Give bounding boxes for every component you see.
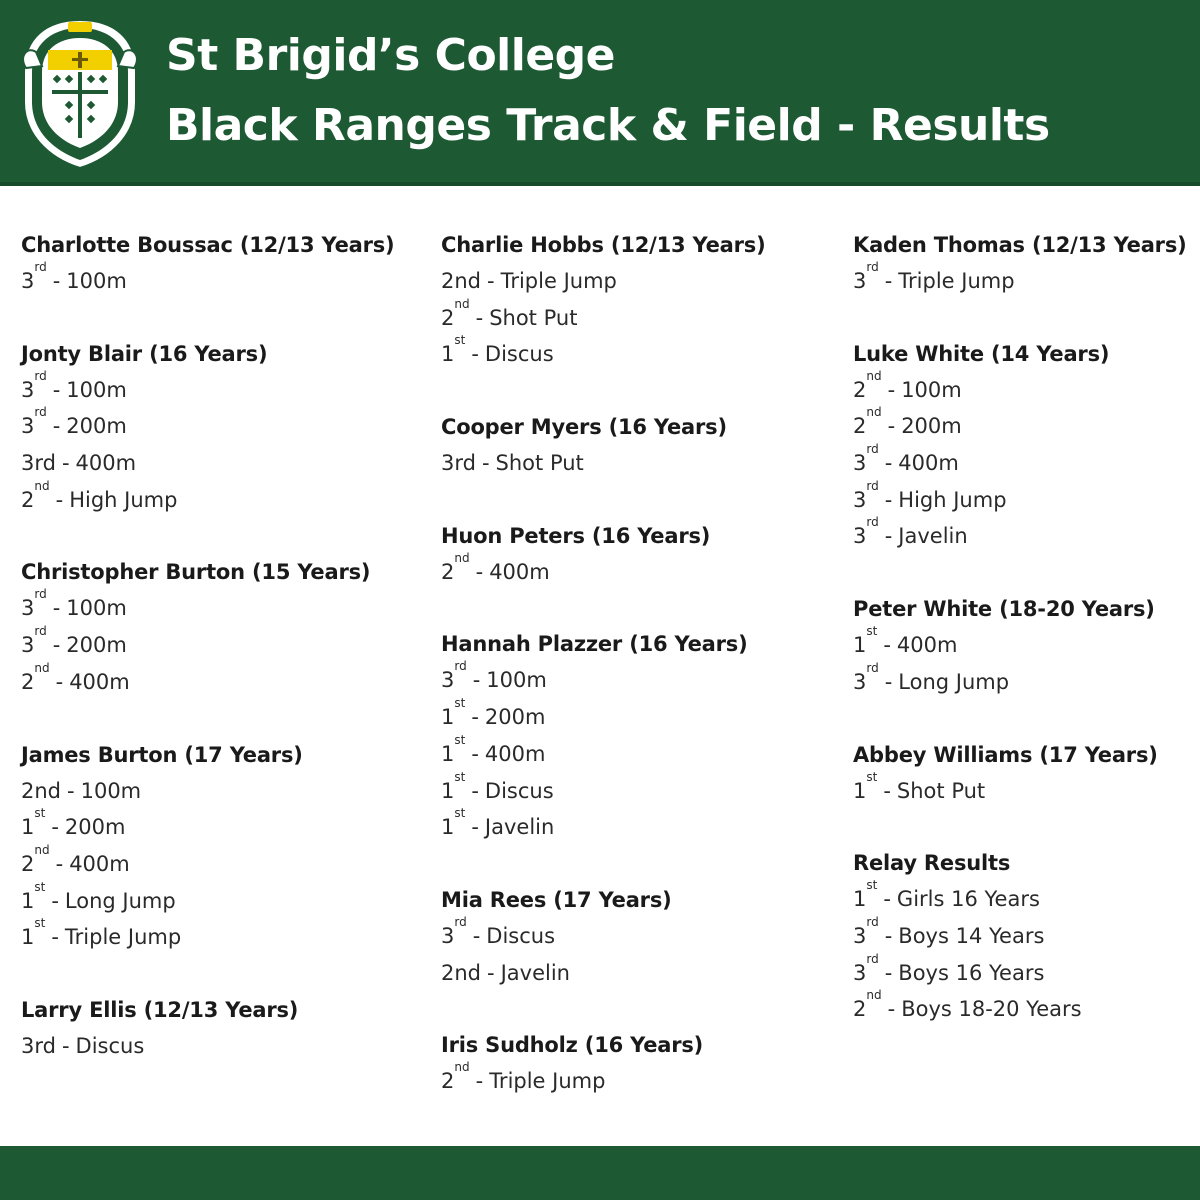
event-name: Shot Put [489,305,578,330]
placing-suffix: rd [34,587,47,602]
athlete-name: Jonty Blair (16 Years) [21,341,268,366]
placing-suffix: st [866,624,878,639]
athlete-block [21,737,421,956]
placing-suffix: rd [34,405,47,420]
placing-suffix: st [34,916,46,931]
placing-suffix: rd [34,260,47,274]
athlete-block [441,227,841,373]
page-title-event: Black Ranges Track & Field - Results [166,100,1050,151]
result-row [21,916,421,956]
placing-suffix: rd [34,624,47,639]
result-row [21,879,421,920]
separator: - [61,1033,70,1058]
athlete-block [441,882,841,991]
event-name: 200m [66,633,127,658]
event-name: 200m [66,414,127,439]
athlete-name: Huon Peters (16 Years) [441,523,711,548]
placing-number: 3 [853,669,867,694]
result-row [441,955,841,992]
result-row [853,914,1193,955]
separator: - [472,668,481,693]
separator: - [487,269,495,293]
event-name: Triple Jump [489,1069,606,1094]
event-name: 200m [64,815,126,840]
placing-suffix: st [454,333,466,348]
event-name: Long Jump [898,669,1010,694]
separator: - [884,669,893,694]
event-name: 400m [484,741,546,766]
athlete-name: Charlie Hobbs (12/13 Years) [441,233,766,257]
placing-number: 2 [441,305,455,330]
separator: - [52,414,61,439]
placing-number: 3 [21,377,35,402]
placing-number: 2 [441,1069,455,1094]
placing-number: 1 [441,778,455,803]
athlete-block [853,227,1193,300]
placing-suffix: nd [34,660,50,675]
event-name: Discus [484,778,554,803]
event-name: Triple Jump [500,269,617,293]
result-row [441,445,841,482]
separator: - [475,305,484,330]
event-name: Javelin [898,524,968,549]
athlete-name: Iris Sudholz (16 Years) [441,1033,704,1058]
placing-number: 1 [441,741,455,766]
placing-number: 3 [853,487,867,512]
separator: - [52,633,61,658]
result-row [441,296,841,337]
event-name: Discus [484,342,554,367]
separator: - [471,815,479,840]
result-row [441,1060,841,1100]
athlete-name: Christopher Burton (15 Years) [21,560,371,585]
placing-number: 1 [853,887,867,912]
placing-number: 2 [21,851,35,876]
placing-suffix: st [454,806,466,821]
placing-number: 2nd [441,269,482,293]
placing-suffix: st [454,769,466,784]
result-row [441,333,841,373]
placing-number: 3 [21,414,35,439]
placing-suffix: rd [866,478,879,493]
placing-number: 2 [21,487,35,512]
result-row [853,260,1193,300]
separator: - [884,269,893,293]
separator: - [472,923,481,948]
placing-suffix: nd [454,1060,470,1075]
event-name: 100m [66,377,127,402]
placing-number: 3rd [21,451,56,476]
separator: - [55,851,64,876]
placing-number: 2 [441,559,455,584]
athlete-name: Abbey Williams (17 Years) [853,742,1158,767]
event-name: 100m [486,668,547,693]
placing-number: 1 [21,925,35,950]
separator: - [884,960,893,985]
separator: - [61,451,70,476]
athlete-block [21,992,421,1065]
athlete-name: Cooper Myers (16 Years) [441,415,727,440]
placing-suffix: st [34,879,46,894]
event-name: Shot Put [896,778,986,803]
placing-suffix: rd [866,660,879,675]
event-name: 100m [901,377,962,402]
separator: - [51,888,59,913]
college-crest-logo [18,16,142,172]
separator: - [475,1069,484,1094]
separator: - [471,705,479,730]
result-row [853,878,1193,918]
event-name: 200m [901,414,962,439]
placing-suffix: nd [866,368,882,383]
athlete-name: Charlotte Boussac (12/13 Years) [21,233,395,257]
result-row [441,914,841,955]
athlete-block [853,336,1193,555]
event-name: 100m [66,596,127,621]
athlete-block [441,626,841,845]
placing-suffix: st [866,769,878,784]
result-row [853,442,1193,482]
athlete-block [441,1027,841,1100]
placing-number: 1 [853,778,867,803]
placing-suffix: st [454,696,466,711]
event-name: Javelin [484,815,555,840]
result-row [853,951,1193,992]
placing-suffix: nd [454,550,470,565]
placing-number: 1 [441,705,455,730]
header-banner [0,0,1200,186]
placing-number: 1 [441,342,455,367]
athlete-block [441,518,841,591]
placing-number: 2 [853,997,867,1022]
event-name: 100m [66,269,127,293]
result-row [441,659,841,699]
placing-number: 1 [21,815,35,840]
event-name: 400m [75,451,137,476]
placing-suffix: st [34,806,46,821]
result-row [853,478,1193,519]
placing-number: 3rd [21,1033,56,1058]
separator: - [884,487,893,512]
athlete-name: Kaden Thomas (12/13 Years) [853,233,1187,257]
athlete-block [441,409,841,482]
result-row [21,624,421,664]
event-name: Discus [75,1033,145,1058]
placing-suffix: st [866,878,878,893]
separator: - [883,778,891,803]
result-row [21,405,421,445]
separator: - [883,633,891,658]
separator: - [471,778,479,803]
separator: - [487,960,495,985]
separator: - [52,377,61,402]
event-name: Boys 18-20 Years [901,997,1082,1022]
event-name: 400m [898,451,959,476]
athlete-block [853,737,1193,810]
placing-number: 3rd [441,451,476,476]
event-name: Shot Put [495,451,584,476]
event-name: Long Jump [64,888,176,913]
event-name: 200m [484,705,546,730]
placing-number: 2 [21,669,35,694]
athlete-name: Hannah Plazzer (16 Years) [441,632,748,657]
result-row [853,515,1193,555]
placing-number: 3 [853,524,867,549]
separator: - [67,778,75,803]
athlete-name: Luke White (14 Years) [853,341,1110,366]
placing-number: 2nd [21,778,62,803]
placing-number: 3 [853,923,867,948]
result-row [21,478,421,519]
separator: - [471,741,479,766]
separator: - [884,923,893,948]
placing-suffix: rd [34,368,47,383]
placing-suffix: rd [866,260,879,274]
separator: - [475,559,484,584]
separator: - [887,997,896,1022]
result-row [441,263,841,300]
placing-suffix: st [454,732,466,747]
separator: - [51,925,59,950]
placing-number: 1 [21,888,35,913]
placing-suffix: nd [34,842,50,857]
placing-suffix: rd [866,951,879,966]
result-row [21,368,421,409]
placing-suffix: rd [866,914,879,929]
result-row [853,988,1193,1028]
placing-number: 2 [853,377,867,402]
placing-number: 2nd [441,960,482,985]
placing-number: 1 [853,633,867,658]
event-name: Javelin [500,960,570,985]
event-name: Girls 16 Years [896,887,1040,912]
placing-suffix: rd [454,914,467,929]
separator: - [52,269,61,293]
header-divider [0,182,1200,186]
result-row [853,624,1193,664]
athlete-block [853,591,1193,700]
results-column-3 [853,227,1193,1064]
placing-number: 3 [441,668,455,693]
result-row [21,660,421,701]
separator: - [52,596,61,621]
placing-suffix: nd [454,296,470,311]
event-name: High Jump [69,487,178,512]
results-column-1 [21,227,421,1101]
separator: - [887,377,896,402]
event-name: 400m [69,669,130,694]
separator: - [884,451,893,476]
placing-number: 3 [853,960,867,985]
event-name: 400m [896,633,958,658]
result-row [21,1028,421,1065]
result-row [21,842,421,883]
event-name: Triple Jump [898,269,1015,293]
event-name: 400m [69,851,130,876]
footer-bar [0,1146,1200,1200]
separator: - [471,342,479,367]
result-row [441,696,841,736]
placing-suffix: nd [866,988,882,1003]
event-name: 100m [80,778,142,803]
placing-number: 3 [853,451,867,476]
separator: - [481,451,490,476]
event-name: Discus [486,923,556,948]
athlete-block [21,554,421,700]
placing-number: 3 [21,596,35,621]
event-name: Triple Jump [64,925,182,950]
result-row [21,587,421,627]
separator: - [55,669,64,694]
result-row [441,769,841,810]
athlete-name: Peter White (18-20 Years) [853,597,1155,622]
separator: - [51,815,59,840]
athlete-block [21,227,421,300]
separator: - [887,414,896,439]
page-title-college: St Brigid’s College [166,30,616,81]
result-row [441,806,841,846]
placing-suffix: rd [866,515,879,530]
placing-number: 2 [853,414,867,439]
athlete-name: James Burton (17 Years) [21,742,303,767]
result-row [441,550,841,591]
placing-number: 3 [853,269,867,293]
result-row [441,732,841,773]
placing-suffix: rd [866,442,879,457]
separator: - [884,524,893,549]
result-row [21,445,421,482]
placing-number: 3 [21,269,35,293]
placing-suffix: rd [454,659,467,674]
athlete-name: Larry Ellis (12/13 Years) [21,997,299,1022]
result-row [21,260,421,300]
placing-suffix: nd [34,478,50,493]
separator: - [883,887,891,912]
athlete-name: Relay Results [853,851,1011,876]
event-name: 400m [489,559,550,584]
event-name: High Jump [898,487,1007,512]
athlete-block [853,845,1193,1028]
athlete-name: Mia Rees (17 Years) [441,887,672,912]
result-row [21,806,421,846]
separator: - [55,487,64,512]
placing-number: 3 [441,923,455,948]
result-row [853,769,1193,810]
athlete-block [21,336,421,519]
event-name: Boys 16 Years [898,960,1045,985]
results-column-2 [441,227,841,1136]
placing-number: 3 [21,633,35,658]
placing-number: 1 [441,815,455,840]
event-name: Boys 14 Years [898,923,1045,948]
result-row [853,405,1193,445]
result-row [853,368,1193,409]
placing-suffix: nd [866,405,882,420]
result-row [853,660,1193,701]
result-row [21,773,421,810]
